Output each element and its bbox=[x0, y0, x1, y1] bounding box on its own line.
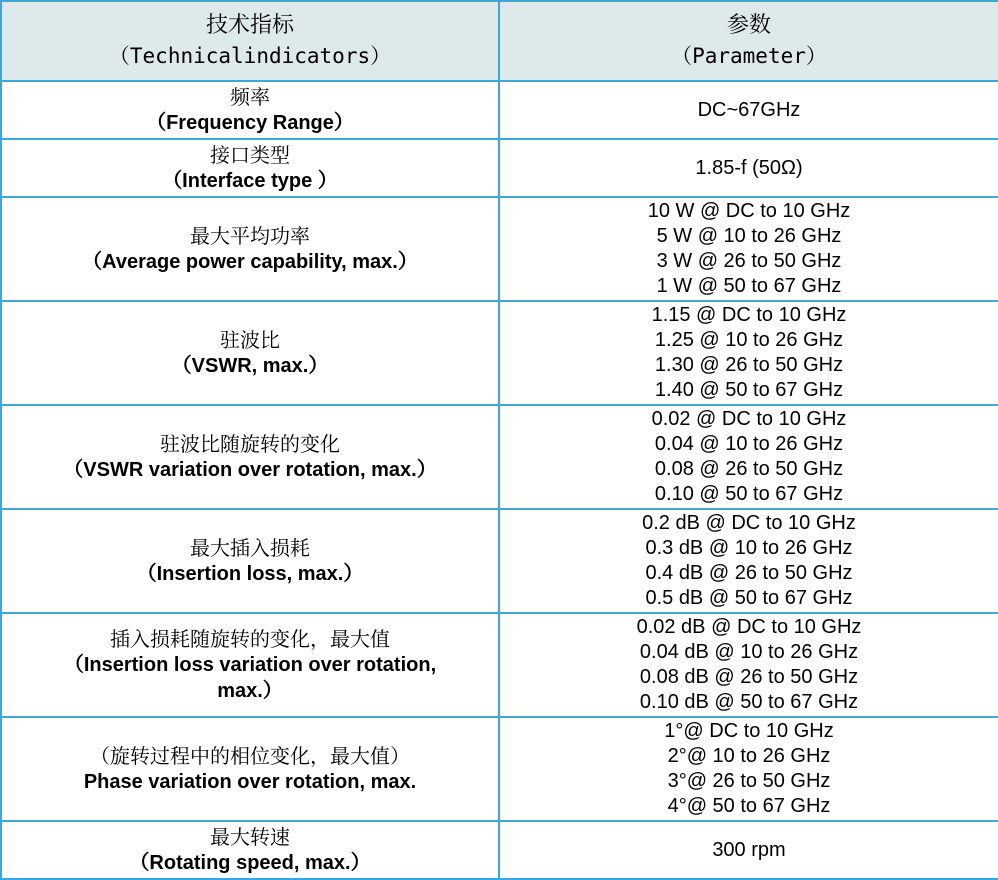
header-technical-indicators bbox=[1, 1, 499, 81]
value-line: 0.2 dB @ DC to 10 GHz bbox=[642, 512, 856, 534]
value-line: 0.3 dB @ 10 to 26 GHz bbox=[645, 537, 853, 559]
value-line: 300 rpm bbox=[712, 838, 786, 861]
label-insertion-loss bbox=[1, 509, 499, 613]
value-line: 1.40 @ 50 to 67 GHz bbox=[654, 379, 844, 401]
label-zh: 最大平均功率 bbox=[190, 224, 310, 248]
value-line: 0.4 dB @ 26 to 50 GHz bbox=[645, 562, 853, 584]
label-en-continued: max.） bbox=[217, 680, 283, 702]
label-en: （Frequency Range） bbox=[146, 112, 354, 134]
value-line: 0.08 dB @ 26 to 50 GHz bbox=[639, 666, 859, 688]
label-vswr bbox=[1, 301, 499, 405]
label-average-power bbox=[1, 197, 499, 301]
value-line: 0.04 dB @ 10 to 26 GHz bbox=[639, 641, 859, 663]
label-zh: 频率 bbox=[230, 85, 270, 109]
label-zh: 最大插入损耗 bbox=[190, 536, 310, 560]
row-vswr-variation bbox=[1, 405, 998, 509]
value-vswr bbox=[499, 301, 998, 405]
value-line: 3°@ 26 to 50 GHz bbox=[667, 770, 831, 792]
header-parameter bbox=[499, 1, 998, 81]
label-en: （VSWR variation over rotation, max.） bbox=[63, 459, 437, 481]
label-en: （Rotating speed, max.） bbox=[129, 852, 371, 874]
value-line: 0.08 @ 26 to 50 GHz bbox=[654, 458, 844, 480]
label-phase-variation bbox=[1, 717, 499, 821]
row-average-power bbox=[1, 197, 998, 301]
value-frequency bbox=[499, 81, 998, 139]
value-line: 1 W @ 50 to 67 GHz bbox=[656, 275, 842, 297]
header-row bbox=[1, 1, 998, 81]
value-line: 1.15 @ DC to 10 GHz bbox=[651, 304, 847, 326]
header-col1-en: （Technicalindicators） bbox=[108, 44, 392, 68]
value-line: DC~67GHz bbox=[697, 98, 801, 121]
label-zh: （旋转过程中的相位变化，最大值） bbox=[90, 744, 410, 768]
label-zh: 驻波比随旋转的变化 bbox=[160, 432, 340, 456]
label-en: （Insertion loss, max.） bbox=[136, 563, 364, 585]
value-line: 5 W @ 10 to 26 GHz bbox=[656, 225, 842, 247]
row-phase-variation bbox=[1, 717, 998, 821]
value-interface-type bbox=[499, 139, 998, 197]
label-interface-type bbox=[1, 139, 499, 197]
header-col2-en: （Parameter） bbox=[671, 44, 827, 68]
value-line: 10 W @ DC to 10 GHz bbox=[647, 200, 851, 222]
label-en: （Insertion loss variation over rotation, bbox=[63, 654, 437, 676]
row-insertion-loss-variation bbox=[1, 613, 998, 717]
label-zh: 驻波比 bbox=[220, 328, 280, 352]
value-line: 0.5 dB @ 50 to 67 GHz bbox=[645, 587, 853, 609]
value-insertion-loss-variation bbox=[499, 613, 998, 717]
label-en: Phase variation over rotation, max. bbox=[83, 771, 417, 793]
label-en: （VSWR, max.） bbox=[171, 355, 329, 377]
row-rotating-speed bbox=[1, 821, 998, 879]
value-line: 0.02 @ DC to 10 GHz bbox=[651, 408, 847, 430]
header-col2-zh: 参数 bbox=[726, 13, 771, 38]
value-vswr-variation bbox=[499, 405, 998, 509]
value-line: 1.25 @ 10 to 26 GHz bbox=[654, 329, 844, 351]
label-zh: 最大转速 bbox=[210, 825, 290, 849]
value-phase-variation bbox=[499, 717, 998, 821]
label-insertion-loss-variation bbox=[1, 613, 499, 717]
row-vswr bbox=[1, 301, 998, 405]
value-line: 4°@ 50 to 67 GHz bbox=[667, 795, 831, 817]
value-line: 1°@ DC to 10 GHz bbox=[664, 720, 834, 742]
value-insertion-loss bbox=[499, 509, 998, 613]
label-frequency bbox=[1, 81, 499, 139]
value-line: 0.10 dB @ 50 to 67 GHz bbox=[639, 691, 859, 713]
value-line: 1.85-f (50Ω) bbox=[695, 156, 803, 179]
row-interface-type bbox=[1, 139, 998, 197]
label-vswr-variation bbox=[1, 405, 499, 509]
value-line: 0.10 @ 50 to 67 GHz bbox=[654, 483, 844, 505]
value-line: 0.04 @ 10 to 26 GHz bbox=[654, 433, 844, 455]
value-line: 0.02 dB @ DC to 10 GHz bbox=[636, 616, 862, 638]
row-insertion-loss bbox=[1, 509, 998, 613]
value-rotating-speed bbox=[499, 821, 998, 879]
value-line: 2°@ 10 to 26 GHz bbox=[667, 745, 831, 767]
row-frequency bbox=[1, 81, 998, 139]
label-en: （Interface type ） bbox=[162, 170, 338, 192]
value-line: 3 W @ 26 to 50 GHz bbox=[656, 250, 842, 272]
header-col1-zh: 技术指标 bbox=[205, 13, 294, 38]
value-average-power bbox=[499, 197, 998, 301]
value-line: 1.30 @ 26 to 50 GHz bbox=[654, 354, 844, 376]
label-zh: 插入损耗随旋转的变化，最大值 bbox=[110, 627, 390, 651]
label-rotating-speed bbox=[1, 821, 499, 879]
label-zh: 接口类型 bbox=[210, 143, 290, 167]
label-en: （Average power capability, max.） bbox=[82, 251, 418, 273]
